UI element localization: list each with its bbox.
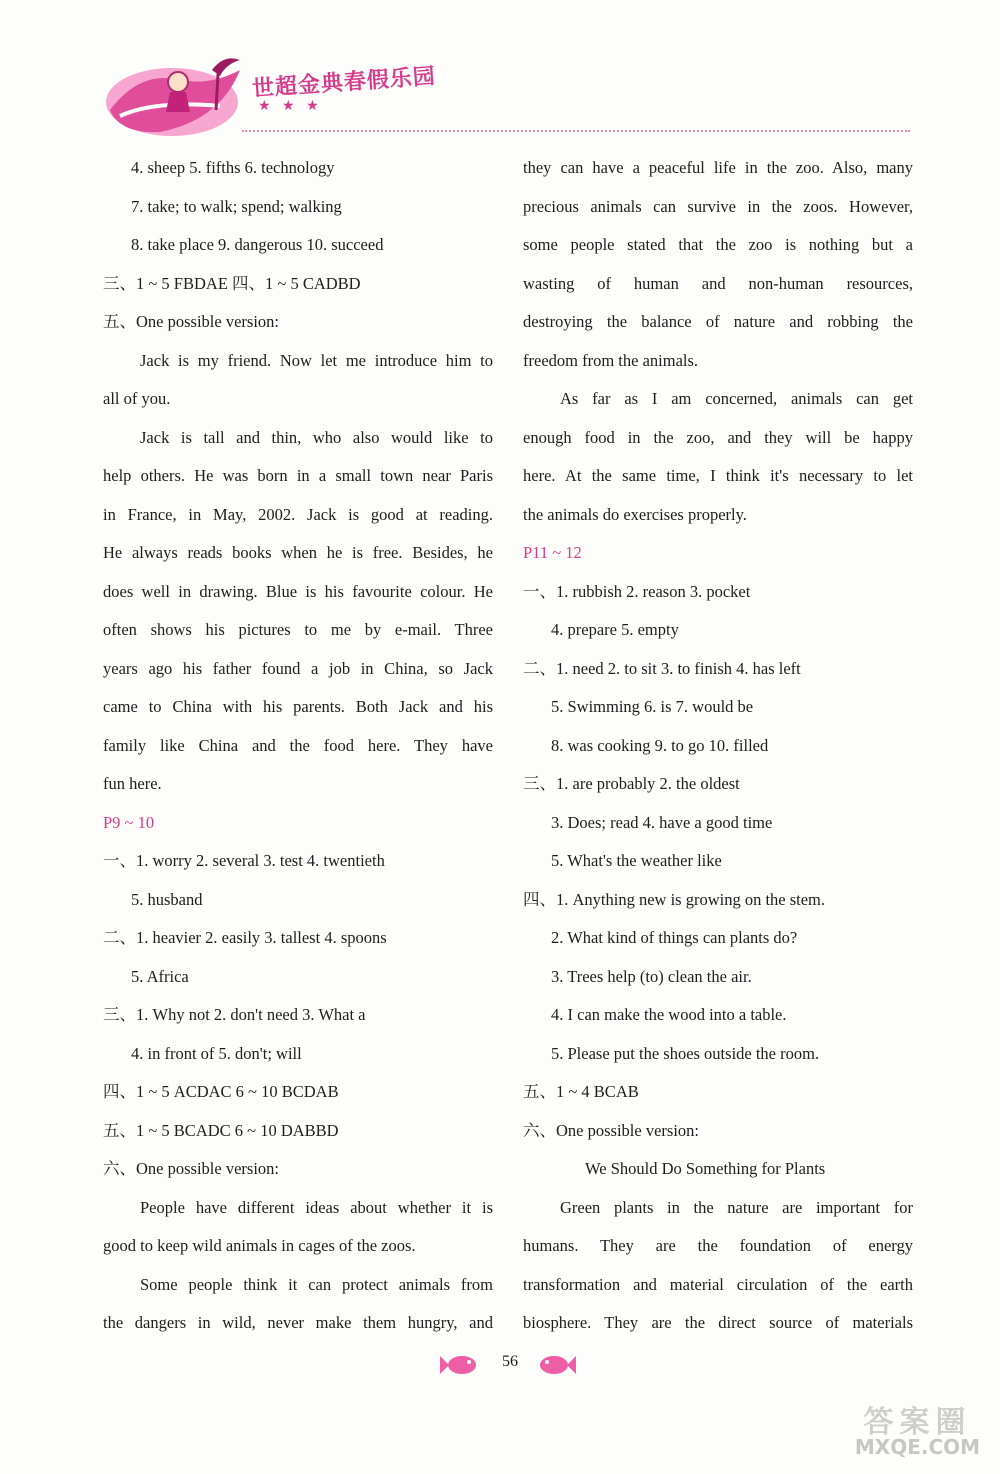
header-divider bbox=[242, 130, 910, 132]
left-column bbox=[103, 149, 493, 1343]
text-line: 四、1 ~ 5 ACDAC 6 ~ 10 BCDAB bbox=[103, 1082, 339, 1101]
watermark-top: 答案圈 bbox=[863, 1405, 972, 1440]
text-line: 二、1. heavier 2. easily 3. tallest 4. spoons bbox=[103, 928, 387, 947]
text-line: 三、1. Why not 2. don't need 3. What a bbox=[103, 1005, 366, 1024]
brand-stars: ★ ★ ★ bbox=[258, 99, 323, 114]
text-line: Jack is my friend. Now let me introduce him to bbox=[140, 350, 493, 370]
text-line: People have different ideas about whether it is bbox=[140, 1197, 493, 1217]
text-line: good to keep wild animals in cages of the zoos. bbox=[103, 1236, 416, 1255]
text-line: 3. Trees help (to) clean the air. bbox=[551, 966, 752, 986]
right-column bbox=[523, 149, 913, 1343]
text-line: came to China with his parents. Both Jack and his bbox=[103, 697, 493, 716]
text-line: 2. What kind of things can plants do? bbox=[551, 928, 798, 947]
brand-title: 世超金典春假乐园 bbox=[251, 64, 437, 102]
text-line: the animals do exercises properly. bbox=[523, 504, 747, 524]
text-line: 8. take place 9. dangerous 10. succeed bbox=[131, 235, 384, 254]
text-line: precious animals can survive in the zoos. However, bbox=[523, 196, 913, 216]
text-line: some people stated that the zoo is nothing but a bbox=[523, 235, 913, 254]
text-line: As far as I am concerned, animals can get bbox=[560, 389, 913, 408]
surfing-logo-icon bbox=[100, 50, 250, 140]
page-footer bbox=[440, 1348, 580, 1382]
text-line: all of you. bbox=[103, 389, 171, 408]
text-line: 3. Does; read 4. have a good time bbox=[551, 812, 773, 832]
text-line: 三、1. are probably 2. the oldest bbox=[523, 774, 740, 793]
page-number: 56 bbox=[502, 1353, 518, 1370]
text-line: 一、1. worry 2. several 3. test 4. twentieth bbox=[103, 851, 385, 870]
text-line: 7. take; to walk; spend; walking bbox=[131, 196, 342, 216]
text-line: in France, in May, 2002. Jack is good at reading. bbox=[103, 504, 493, 524]
text-line: 六、One possible version: bbox=[523, 1120, 699, 1140]
text-line: 4. in front of 5. don't; will bbox=[131, 1043, 302, 1063]
text-line: wasting of human and non-human resources, bbox=[523, 273, 913, 293]
text-line: Jack is tall and thin, who also would like to bbox=[140, 427, 493, 447]
text-line: years ago his father found a job in China, so Jack bbox=[103, 658, 493, 678]
text-line: Some people think it can protect animals from bbox=[140, 1274, 493, 1294]
text-line: does well in drawing. Blue is his favourite colour. He bbox=[103, 581, 493, 601]
text-line: 4. I can make the wood into a table. bbox=[551, 1005, 787, 1024]
essay-title: We Should Do Something for Plants bbox=[585, 1159, 826, 1178]
section-heading: P11 ~ 12 bbox=[523, 543, 582, 562]
text-line: fun here. bbox=[103, 774, 162, 793]
text-line: enough food in the zoo, and they will be happy bbox=[523, 427, 913, 447]
text-line: biosphere. They are the direct source of materials bbox=[523, 1313, 913, 1332]
text-line: freedom from the animals. bbox=[523, 350, 699, 370]
watermark-url: MXQE.COM bbox=[854, 1435, 981, 1459]
text-line: 二、1. need 2. to sit 3. to finish 4. has left bbox=[523, 658, 801, 678]
text-line: He always reads books when he is free. Besides, he bbox=[103, 543, 493, 562]
text-line: they can have a peaceful life in the zoo. Also, many bbox=[523, 158, 913, 177]
text-line: 4. prepare 5. empty bbox=[551, 620, 679, 639]
text-line: transformation and material circulation of the earth bbox=[523, 1274, 913, 1294]
text-line: 五、One possible version: bbox=[103, 312, 279, 331]
text-line: 一、1. rubbish 2. reason 3. pocket bbox=[523, 581, 751, 601]
watermark bbox=[845, 1395, 990, 1467]
text-line: 5. Please put the shoes outside the room. bbox=[551, 1043, 820, 1063]
text-line: 5. Africa bbox=[131, 966, 189, 986]
text-line: family like China and the food here. They have bbox=[103, 735, 493, 755]
text-line: destroying the balance of nature and robbing the bbox=[523, 312, 913, 331]
text-line: 8. was cooking 9. to go 10. filled bbox=[551, 735, 769, 755]
text-line: 5. husband bbox=[131, 889, 203, 909]
text-line: often shows his pictures to me by e-mail. Three bbox=[103, 620, 493, 639]
text-line: 4. sheep 5. fifths 6. technology bbox=[131, 158, 335, 177]
text-line: Green plants in the nature are important for bbox=[560, 1197, 913, 1217]
fish-right-icon bbox=[538, 1352, 576, 1378]
text-line: 四、1. Anything new is growing on the stem. bbox=[523, 889, 826, 909]
text-line: 五、1 ~ 4 BCAB bbox=[523, 1082, 639, 1101]
text-line: 五、1 ~ 5 BCADC 6 ~ 10 DABBD bbox=[103, 1120, 339, 1140]
text-line: 六、One possible version: bbox=[103, 1159, 279, 1178]
section-heading: P9 ~ 10 bbox=[103, 812, 155, 832]
text-line: humans. They are the foundation of energy bbox=[523, 1236, 913, 1255]
text-line: 三、1 ~ 5 FBDAE 四、1 ~ 5 CADBD bbox=[103, 273, 361, 293]
text-line: 5. What's the weather like bbox=[551, 851, 722, 870]
text-line: here. At the same time, I think it's necessary to let bbox=[523, 466, 913, 485]
page-header bbox=[100, 50, 910, 140]
text-line: the dangers in wild, never make them hungry, and bbox=[103, 1313, 493, 1332]
text-line: help others. He was born in a small town near Paris bbox=[103, 466, 493, 485]
fish-left-icon bbox=[440, 1352, 478, 1378]
text-line: 5. Swimming 6. is 7. would be bbox=[551, 697, 754, 716]
